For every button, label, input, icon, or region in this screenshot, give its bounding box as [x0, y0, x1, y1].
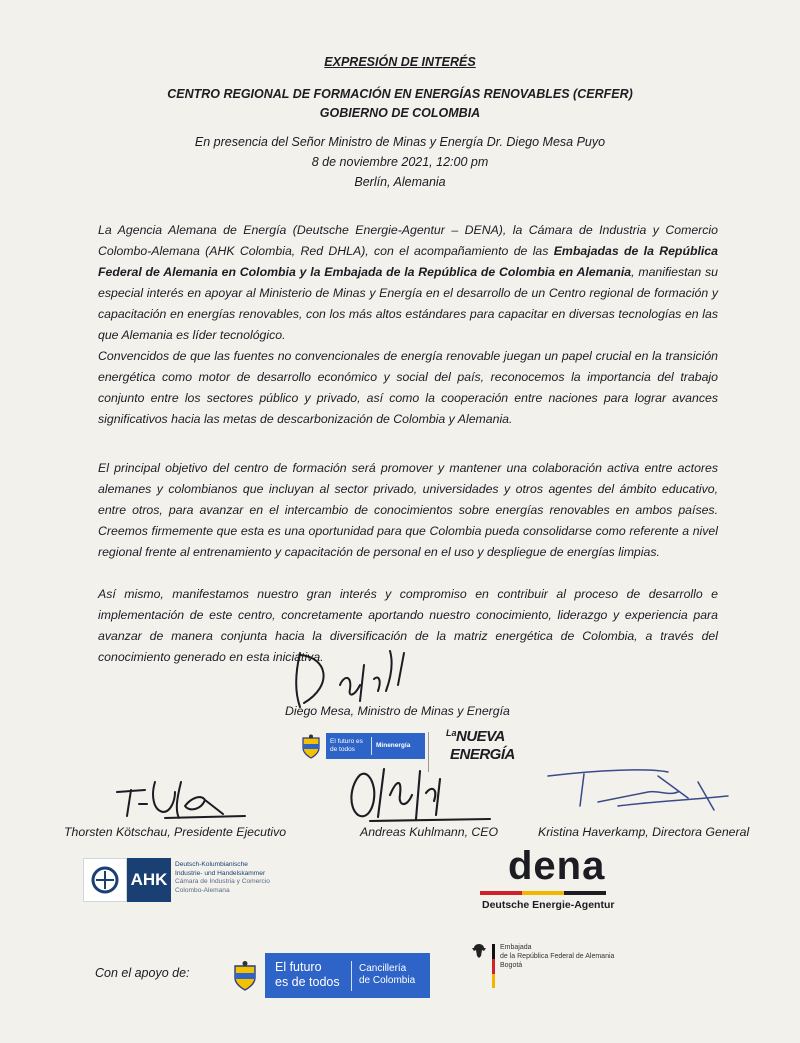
- minister-label: Diego Mesa, Ministro de Minas y Energía: [285, 704, 510, 718]
- dena-bar-red: [480, 891, 522, 895]
- ahk-line-3: Cámara de Industria y Comercio: [175, 878, 270, 886]
- cancilleria-name-2: de Colombia: [359, 975, 416, 986]
- german-eagle-icon: [470, 942, 488, 960]
- paragraph-1-text-b: , manifiestan su especial interés en apoyar al Ministerio de Minas y Energía en el desarrollo de un Centro regional de formación y capacitación en energías renovables, con los más altos estándares para capacitar en diversas tecnologías en las que Alemania es líder tecnológico.: [98, 265, 718, 342]
- embassy-line-2: de la República Federal de Alemania: [500, 953, 615, 960]
- embassy-line-1: Embajada: [500, 944, 532, 951]
- director-label: Kristina Haverkamp, Directora General: [538, 825, 750, 839]
- nueva-energia-word-2: ENERGÍA: [450, 746, 515, 763]
- cancilleria-slogan: [275, 960, 340, 990]
- colombia-coat-of-arms-icon: [300, 734, 322, 760]
- ceo-signature: [340, 755, 500, 830]
- ahk-line-1: Deutsch-Kolumbianische: [175, 861, 248, 868]
- place-line: Berlín, Alemania: [354, 175, 446, 189]
- german-flag-bar: [492, 944, 495, 988]
- minenergia-name: Minenergía: [376, 742, 411, 749]
- subtitle-line-1: CENTRO REGIONAL DE FORMACIÓN EN ENERGÍAS RENOVABLES (CERFER): [167, 87, 633, 101]
- paragraph-4: Así mismo, manifestamos nuestro gran interés y compromiso en contribuir al proceso de desarrollo e implementación de este centro, concretamente aportando nuestro conocimiento, liderazgo y experiencia para avanzar de manera conjunta hacia la diversificación de la matriz energética de Colombia, a través del conocimiento generado en esta iniciativa.: [98, 587, 718, 664]
- paragraph-1-text-a: La Agencia Alemana de Energía (Deutsche Energie-Agentur – DENA), la Cámara de Industria y Comercio Colombo-Alemana (AHK Colombia, Red DHLA), con el acompañamiento de las: [98, 223, 718, 258]
- paragraph-1: [98, 220, 718, 346]
- cancilleria-name-1: Cancillería: [359, 963, 407, 974]
- presence-line: En presencia del Señor Ministro de Minas y Energía Dr. Diego Mesa Puyo: [194, 135, 606, 149]
- cancilleria-slogan-1: El futuro: [275, 960, 322, 974]
- document-subtitle: [0, 85, 800, 123]
- ahk-line-2: Industrie- und Handelskammer: [175, 869, 266, 877]
- document-title: EXPRESIÓN DE INTERÉS: [324, 55, 476, 69]
- minenergia-slogan: El futuro es de todos: [330, 738, 363, 753]
- ahk-president-label: Thorsten Kötschau, Presidente Ejecutivo: [64, 825, 287, 839]
- cancilleria-logo: [265, 953, 430, 998]
- ahk-line-4: Colombo-Alemana: [175, 886, 230, 894]
- director-signature: [538, 762, 738, 822]
- support-label: Con el apoyo de:: [95, 966, 190, 980]
- paragraph-2: Convencidos de que las fuentes no convencionales de energía renovable juegan un papel crucial en la transición energética como motor de desarrollo económico y social del país, reconocemos la importancia del trabajo conjunto entre los sectores público y privado, así como la cooperación entre naciones para lograr avances significativos hacia las metas de descarbonización de Colombia y Alemania.: [98, 349, 718, 426]
- dena-bar-yellow: [522, 891, 564, 895]
- ahk-president-signature: [105, 770, 255, 825]
- embassy-text: [500, 943, 614, 970]
- colombia-coat-of-arms-icon: [232, 960, 258, 992]
- embassy-line-3: Bogotá: [500, 962, 523, 969]
- cancilleria-slogan-2: es de todos: [275, 975, 340, 989]
- ahk-mark: AHK: [127, 858, 171, 902]
- dena-bar-dark: [564, 891, 606, 895]
- ahk-emblem-icon: [83, 858, 127, 902]
- ahk-text: [175, 861, 270, 895]
- nueva-energia-la: La: [446, 728, 457, 738]
- ahk-logo: [83, 858, 298, 902]
- ceo-label: Andreas Kuhlmann, CEO: [360, 825, 499, 839]
- paragraph-1-bold: Embajadas de la República Federal de Alemania en Colombia y la Embajada de la República de Colombia en Alemania: [98, 244, 718, 279]
- dena-mark: dena: [508, 844, 606, 888]
- cancilleria-name: [359, 963, 415, 987]
- event-details: [0, 132, 800, 192]
- date-line: 8 de noviembre 2021, 12:00 pm: [311, 155, 489, 169]
- paragraph-3: El principal objetivo del centro de formación será promover y mantener una colaboración activa entre actores alemanes y colombianos que incluyan al sector privado, universidades y otros agentes del ámbito educativo, entre otros, para avanzar en el intercambio de conocimientos sobre energías renovables en ambos países. Creemos firmemente que esta es una oportunidad para que Colombia pueda consolidarse como referente a nivel regional frente al entrenamiento y capacitación de personal en el uso y despliegue de energías limpias.: [98, 461, 718, 559]
- subtitle-line-2: GOBIERNO DE COLOMBIA: [319, 106, 481, 120]
- dena-logo: [480, 844, 640, 918]
- nueva-energia-word-1: NUEVA: [456, 728, 505, 745]
- dena-full-name: Deutsche Energie-Agentur: [482, 899, 615, 911]
